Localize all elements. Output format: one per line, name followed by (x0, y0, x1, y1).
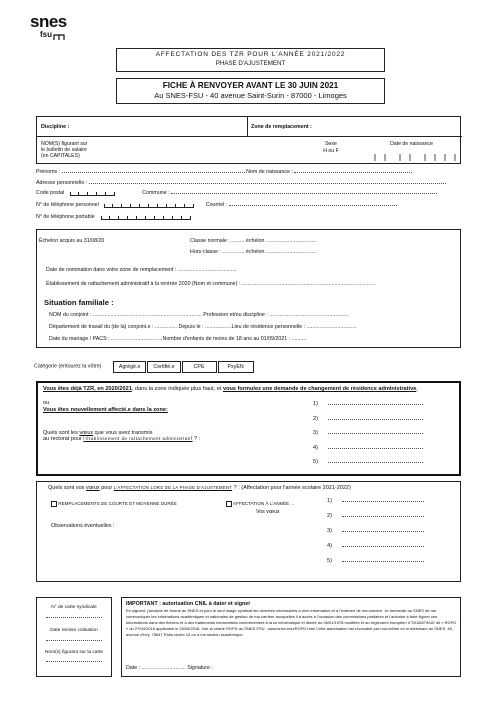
wishes-a-question-3: au rectorat pour (43, 436, 84, 443)
family-title: Situation familiale : (44, 298, 114, 307)
wish-a-4[interactable] (313, 445, 423, 460)
adresse-row[interactable] (36, 180, 461, 186)
cnil-title: IMPORTANT : autorisation CNIL à dater et signer (126, 601, 251, 607)
wishes-a-question-etab: l'établissement de rattachement administratif (83, 436, 193, 442)
wishes-a-line1-a: Vous êtes déjà TZR, en 2020/2021 (43, 386, 132, 392)
nomination-field[interactable]: Date de nomination dans votre zone de remplacement : ........................................ (46, 267, 237, 273)
wishes-a-question-voeux: vœux (79, 430, 94, 436)
tel-portable-row[interactable] (36, 214, 461, 220)
wish-b-3-num: 3) (327, 528, 332, 534)
option-courte-duree[interactable] (51, 501, 177, 507)
option-annee-label: AFFECTATION À L'ANNÉE ... (233, 501, 295, 507)
tel-perso-label: N° de téléphone personnel (36, 202, 99, 208)
wishes-a-line1-d: , (416, 386, 418, 392)
option-annee[interactable] (226, 501, 294, 507)
birth-date-field[interactable] (373, 154, 458, 161)
discipline-label: Discipline : (41, 124, 70, 130)
cotisation-field[interactable] (46, 640, 102, 641)
logo-sub: fsu (40, 30, 52, 39)
header-title-box (116, 48, 385, 72)
departement-field[interactable]: Département de travail du (de la) conjoint.e : ............... Depuis le : ..................Lieu de résidence personnelle : .................................. (49, 324, 357, 330)
prenoms-label: Prénoms : (36, 169, 61, 175)
wishes-b-list (327, 498, 424, 573)
wish-b-4[interactable] (327, 543, 424, 558)
deadline-address: Au SNES-FSU - 40 avenue Saint-Surin - 87000 - Limoges (154, 91, 347, 100)
zone-label: Zone de remplacement : (251, 124, 312, 130)
wish-a-1[interactable] (313, 401, 423, 416)
wish-a-5-num: 5) (313, 459, 318, 465)
conjoint-field[interactable]: NOM du conjoint : .......................................................................... Profession et/ou discipline : ...................................................... (49, 312, 349, 318)
wishes-b-question-3: L'AFFECTATION LORS DE LA PHASE D'AJUSTEMENT (113, 485, 233, 490)
courte-duree-checkbox[interactable] (51, 501, 57, 507)
wishes-a-line1-b: , dans la zone indiquée plus haut, et (131, 386, 223, 392)
category-agrege[interactable]: Agrégé.e (113, 361, 147, 373)
sexe-label-line1: Sexe (325, 141, 337, 147)
nom-label-line1: NOM(S) figurant sur (41, 141, 88, 147)
pacs-field[interactable]: Date du mariage / PACS : ...................................Nombre d'enfants de moins de 18 ans au 01/09/2021 : .......... (49, 336, 307, 342)
prenoms-row[interactable] (36, 169, 461, 175)
sexe-label-line2: H ou F (323, 148, 339, 154)
carte-field[interactable] (46, 617, 102, 618)
wishes-a-line2: Vous êtes nouvellement affecté.e dans la zone: (43, 407, 168, 413)
wishes-a-line1-c: vous formulez une demande de changement de résidence administrative (222, 386, 417, 392)
wish-a-1-num: 1) (313, 401, 318, 407)
option-annee-voeux: Vos vœux (256, 509, 280, 515)
wishes-a-question-1: Quels sont les (43, 430, 80, 436)
wish-b-1[interactable] (327, 498, 424, 513)
commune-label: Commune : (142, 190, 170, 196)
code-postal-row[interactable] (36, 190, 461, 196)
wishes-a-box (36, 381, 461, 476)
wish-b-1-num: 1) (327, 498, 332, 504)
cotisation-label: Date remise cotisation (50, 628, 98, 633)
nom-carte-label: Nom(s) figurant sur la carte (44, 650, 104, 655)
header-subtitle: PHASE D'AJUSTEMENT (215, 60, 286, 67)
wish-a-4-num: 4) (313, 444, 318, 451)
union-card-box (36, 597, 112, 677)
wish-b-4-num: 4) (327, 543, 332, 549)
nom-naissance-label: Nom de naissance : (246, 169, 293, 175)
cnil-box (121, 597, 461, 677)
echelon-date-label: Échelon acquis au 31/08/20 (39, 238, 105, 244)
wish-b-5[interactable] (327, 558, 424, 573)
category-row (34, 361, 255, 373)
wishes-b-question-2: pour (99, 485, 114, 491)
identity-table (36, 116, 461, 164)
observations-label: Observations éventuelles : (51, 523, 115, 529)
nom-label-line2: le bulletin de salaire (41, 147, 87, 153)
courriel-label: Courriel : (205, 202, 228, 208)
wishes-a-question-2: que vous avez transmis (93, 430, 153, 436)
deadline-box (116, 78, 385, 104)
career-family-box (36, 229, 461, 348)
tel-perso-row[interactable] (36, 202, 461, 208)
header-title: AFFECTATION DES TZR POUR L'ANNÉE 2021/2022 (155, 51, 346, 58)
wish-a-3-num: 3) (313, 430, 318, 436)
category-cpe[interactable]: CPE (182, 361, 217, 373)
wish-b-2-num: 2) (327, 513, 332, 519)
cnil-date-signature[interactable]: Date : .............................. Signature : (126, 665, 213, 671)
rattachement-field[interactable]: Établissement de rattachement administratif à la rentrée 2020 (Nom et commune) : ........................................................................................... (46, 281, 376, 287)
wishes-b-box (36, 481, 461, 582)
deadline-title: FICHE À RENVOYER AVANT LE 30 JUIN 2021 (162, 81, 339, 90)
code-postal-label: Code postal (36, 190, 65, 196)
nom-carte-field[interactable] (46, 661, 102, 662)
wishes-b-question-4: ? : (Affectation pour l'année scolaire 2021-2022) (232, 485, 351, 491)
wish-b-2[interactable] (327, 513, 424, 528)
wish-a-2[interactable] (313, 416, 423, 431)
wishes-b-question-voeux: vœux (85, 485, 100, 491)
wish-b-5-num: 5) (327, 558, 332, 564)
wish-a-2-num: 2) (313, 415, 318, 422)
wishes-a-question-4: ? : (192, 436, 201, 443)
annee-checkbox[interactable] (226, 501, 232, 507)
wish-a-5[interactable] (313, 459, 423, 474)
tel-portable-label: N° de téléphone portable (36, 214, 95, 220)
category-psyen[interactable]: PsyEN (218, 361, 254, 373)
classe-normale-field[interactable]: Classe normale : ......... échelon .................................. (190, 238, 316, 244)
logo-mark-icon (53, 32, 65, 41)
snes-logo (30, 12, 67, 42)
adresse-label: Adresse personnelle : (36, 180, 88, 186)
option-courte-label: REMPLACEMENTS DE COURTE ET MOYENNE DURÉE (58, 501, 177, 507)
nom-label-line3: (en CAPITALES) (41, 153, 80, 159)
cnil-body: En signant, j'accepte de fournir au SNES et pour le seul usage syndical les données nécessaires à mon information et à l'examen de ma carrière. Je demande au SNES de me communiquer les informations académiques et nationales de gestion de ma carrière auxquelles il a accès à l'occasion des commissions paritaires et l'autorise à faire figurer ces informations dans des fichiers et à des traitements informatisés conformément à la loi informatique et liberté du 06/01/1978 modifiée et au règlement européen n°2016/679/UE dit « RGPD » du 27/04/2016 applicable le 25/05/2018. Voir la charte RGPD du SNES-FSU : www.snes.edu/RGPD.html Cette autorisation est révocable par moi-même en m'adressant au SNES, 46, avenue d'Ivry, 75647 Paris cedex 13 ou à ma section académique. (126, 608, 457, 638)
category-certifie[interactable]: Certifié.e (147, 361, 180, 373)
hors-classe-field[interactable]: Hors-classe : ............... échelon .................................. (190, 249, 316, 255)
wishes-a-ou: ou (43, 400, 50, 406)
category-label: Catégorie (entourez la vôtre) (34, 363, 102, 370)
logo-main: snes (30, 12, 67, 31)
wishes-b-question-1: Quels sont vos (48, 485, 86, 491)
wishes-a-list (313, 401, 423, 474)
carte-label: N° de carte syndicale (51, 605, 97, 610)
wish-b-3[interactable] (327, 528, 424, 543)
birth-date-label: Date de naissance (390, 141, 433, 147)
wish-a-3[interactable] (313, 430, 423, 445)
